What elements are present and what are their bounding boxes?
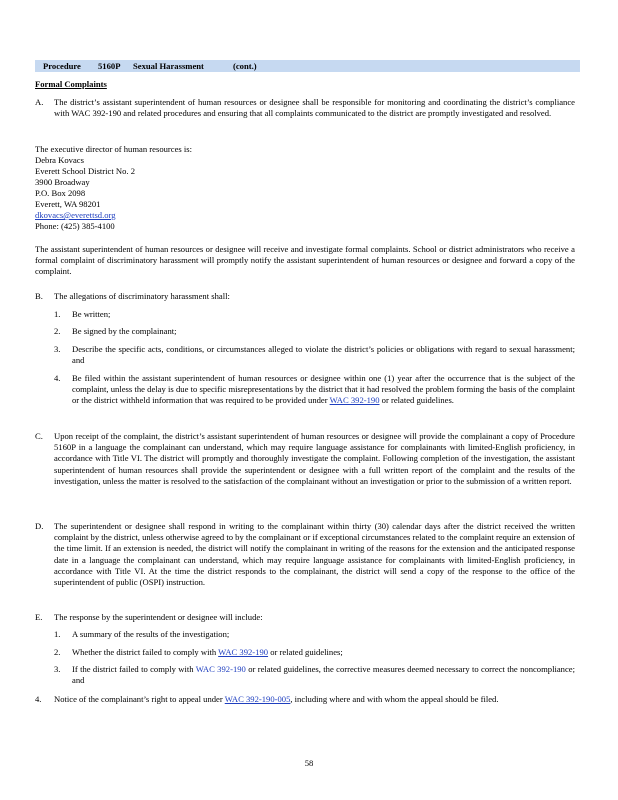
contact-email-link[interactable]: dkovacs@everettsd.org [35,210,116,220]
item-a-text: The district’s assistant superintendent of human resources or designee shall be responsible for monitoring and coordinating the district’s compliance with WAC 392-190 and related procedures and ensuring that all complaints communicated to the district are promptly investigated and resolved. [54,97,575,119]
contact-intro: The executive director of human resources is: [35,144,193,154]
wac-392-190-005-link[interactable]: WAC 392-190-005 [224,694,291,704]
contact-city: Everett, WA 98201 [35,199,101,209]
item-e2-text [72,647,575,658]
item-b2-label: 2. [54,326,61,336]
contact-po: P.O. Box 2098 [35,188,86,198]
item-b4-label: 4. [54,373,61,383]
wac-392-190-link-e2[interactable]: WAC 392-190 [218,647,269,657]
wac-392-190-link-e3[interactable]: WAC 392-190 [195,664,246,674]
procedure-number: 5160P [98,61,121,71]
item-b4-text-after: or related guidelines. [381,395,454,406]
item-4-text [54,694,575,705]
contact-street: 3900 Broadway [35,177,90,187]
contact-district: Everett School District No. 2 [35,166,136,176]
item-c-text: Upon receipt of the complaint, the district’s assistant superintendent of human resources or designee will provide the complainant a copy of Procedure 5160P in a language the complainant can understand, which may require language assistance for complainants with limited-English proficiency, in accordance with Title VI. The district will promptly and thoroughly investigate the complaint. Following completion of the investigation, the assistant superintendent of human resources shall provide the superintendent or designee with a full written report of the complaint and the results of the investigation, unless the matter is resolved to the satisfaction of the complainant without an investigation or prior to the submission of a written report. [54,431,575,486]
item-b3-text: Describe the specific acts, conditions, or circumstances alleged to violate the district’s policies or obligations with regard to sexual harassment; and [72,344,575,366]
item-e2-text-before: Whether the district failed to comply with [72,647,217,657]
item-e3-text [72,664,575,686]
contact-name: Debra Kovacs [35,155,84,165]
wac-392-190-link[interactable]: WAC 392-190 [329,395,380,406]
item-b2-text: Be signed by the complainant; [72,326,177,336]
item-c-label: C. [35,431,43,441]
item-b-label: B. [35,291,43,301]
contact-phone: Phone: (425) 385-4100 [35,221,115,231]
item-b4-text-before: Be filed within the assistant superintendent of human resources or designee within one (1) year after the occurrence that is the subject of the complaint, unless the delay is due to specific misrepresentations by the district that it had resolved the problem forming the basis of the complaint or the district withheld information that was required to be provided under [72,373,575,406]
item-b1-label: 1. [54,309,61,319]
procedure-title: Sexual Harassment [133,61,204,71]
procedure-label: Procedure [43,61,81,71]
item-a-label: A. [35,97,44,107]
item-e1-text: A summary of the results of the investigation; [72,629,230,639]
item-4-text-before: Notice of the complainant’s right to appeal under [54,694,223,704]
item-e3-text-after: or related guidelines, the corrective measures deemed necessary to correct the noncompliance; and [72,664,575,686]
procedure-cont: (cont.) [233,61,257,71]
item-e3-label: 3. [54,664,61,674]
page-number: 58 [304,758,314,768]
item-e-text: The response by the superintendent or designee will include: [54,612,263,622]
item-e2-label: 2. [54,647,61,657]
procedure-header-bar [35,60,580,72]
item-d-text: The superintendent or designee shall respond in writing to the complainant within thirty (30) calendar days after the district received the written complaint by the district, unless otherwise agreed to by the complainant or if exceptional circumstances related to the complaint require an extension of the time limit. If an extension is needed, the district will notify the complainant in writing of the reasons for the extension and the anticipated response date in a language the complainant can understand, which may require language assistance for complainants with limited-English proficiency, in accordance with Title VI. At the time the district responds to the complainant, the district will send a copy of the response to the office of the superintendent of public (OSPI) instruction. [54,521,575,588]
item-e-label: E. [35,612,43,622]
item-e1-label: 1. [54,629,61,639]
section-title: Formal Complaints [35,79,107,89]
item-4-label: 4. [35,694,42,704]
item-b4-text [72,373,575,407]
item-b-text: The allegations of discriminatory harassment shall: [54,291,230,301]
paragraph-formal-complaints: The assistant superintendent of human resources or designee will receive and investigate formal complaints. School or district administrators who receive a formal complaint of discriminatory harassment will promptly notify the assistant superintendent of human resources or designee and forward a copy of the complaint. [35,244,575,277]
item-d-label: D. [35,521,44,531]
item-b1-text: Be written; [72,309,111,319]
item-b3-label: 3. [54,344,61,354]
item-4-text-after: , including where and with whom the appeal should be filed. [290,694,499,704]
item-e3-text-before: If the district failed to comply with [72,664,194,674]
item-e2-text-after: or related guidelines; [270,647,343,657]
